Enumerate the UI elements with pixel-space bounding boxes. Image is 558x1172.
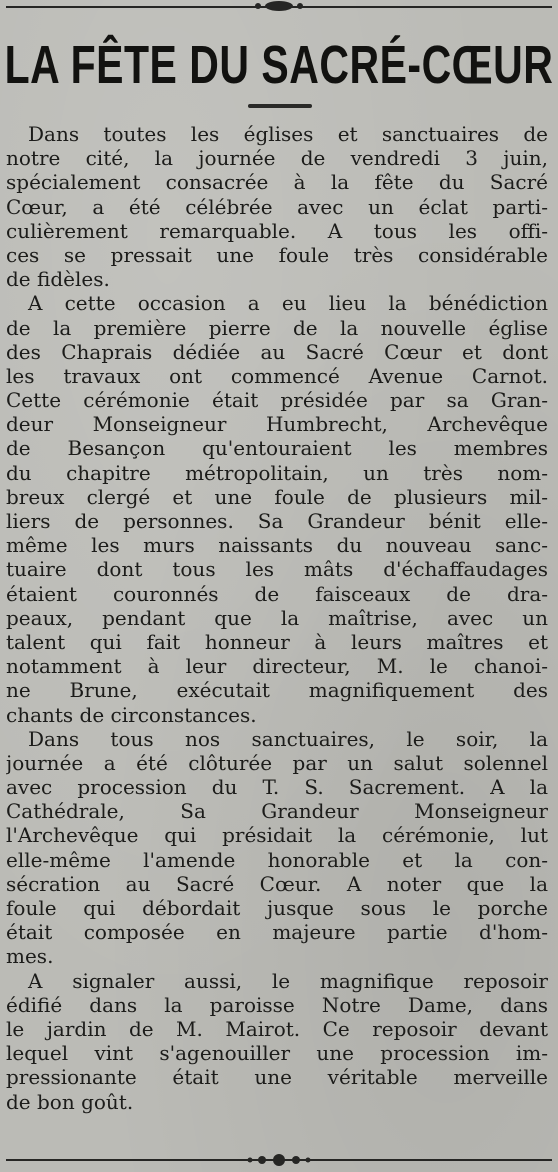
text-line: notre cité, la journée de vendredi 3 juin, — [6, 146, 548, 171]
text-line: de la première pierre de la nouvelle église — [6, 315, 548, 340]
text-line: même les murs naissants du nouveau sanc- — [6, 533, 548, 558]
text-line: Cette cérémonie était présidée par sa Gran- — [6, 388, 548, 413]
text-line: foule qui débordait jusque sous le porche — [6, 896, 548, 920]
text-line: était composée en majeure partie d'hom- — [6, 920, 548, 945]
text-line: ne Brune, exécutait magnifiquement des — [6, 678, 548, 703]
text-line: Dans toutes les églises et sanctuaires de — [28, 122, 548, 146]
text-line: pressionante était une véritable merveille — [6, 1065, 548, 1090]
article-title: LA FÊTE DU SACRÉ-CŒUR — [4, 34, 554, 95]
text-line: les travaux ont commencé Avenue Carnot. — [6, 363, 548, 388]
text-line: spécialement consacrée à la fête du Sacré — [6, 170, 548, 195]
text-line: avec procession du T. S. Sacrement. A la — [6, 775, 548, 800]
text-line: Cathédrale, Sa Grandeur Monseigneur — [6, 799, 548, 824]
title-divider — [248, 104, 312, 108]
text-line: culièrement remarquable. A tous les offi- — [6, 218, 548, 243]
text-line: édifié dans la paroisse Notre Dame, dans — [6, 992, 548, 1017]
article-paragraph — [6, 969, 548, 1114]
text-line: chants de circonstances. — [6, 702, 257, 727]
article-paragraph — [6, 122, 548, 291]
text-line: le jardin de M. Mairot. Ce reposoir devant — [6, 1016, 548, 1041]
text-line: étaient couronnés de faisceaux de dra- — [6, 581, 548, 606]
text-line: tuaire dont tous les mâts d'échaffaudages — [6, 557, 548, 582]
text-line: deur Monseigneur Humbrecht, Archevêque — [6, 412, 548, 437]
text-line: liers de personnes. Sa Grandeur bénit elle- — [6, 509, 548, 533]
text-line: de bon goût. — [6, 1089, 134, 1114]
text-line: elle-même l'amende honorable et la con- — [6, 847, 548, 872]
article-paragraph — [6, 727, 548, 969]
text-line: Cœur, a été célébrée avec un éclat parti- — [6, 194, 548, 219]
text-line: de fidèles. — [6, 267, 110, 292]
ornamental-rule-top-icon — [0, 0, 558, 16]
text-line: peaux, pendant que la maîtrise, avec un — [6, 605, 548, 630]
text-line: sécration au Sacré Cœur. A noter que la — [6, 871, 548, 896]
text-line: lequel vint s'agenouiller une procession im- — [6, 1041, 548, 1066]
text-line: breux clergé et une foule de plusieurs mil- — [6, 484, 548, 509]
text-line: talent qui fait honneur à leurs maîtres et — [6, 629, 548, 654]
text-line: A signaler aussi, le magnifique reposoir — [28, 968, 548, 993]
article-body — [6, 122, 548, 1114]
text-line: du chapitre métropolitain, un très nom- — [6, 460, 548, 485]
text-line: journée a été clôturée par un salut solennel — [6, 750, 548, 775]
article-paragraph — [6, 291, 548, 726]
text-line: A cette occasion a eu lieu la bénédiction — [28, 291, 548, 316]
text-line: ces se pressait une foule très considérable — [6, 242, 548, 267]
ornamental-rule-bottom-icon — [0, 1151, 558, 1169]
text-line: notamment à leur directeur, M. le chanoi- — [6, 654, 548, 679]
text-line: mes. — [6, 944, 54, 969]
text-line: l'Archevêque qui présidait la cérémonie, lut — [6, 823, 548, 848]
text-line: Dans tous nos sanctuaires, le soir, la — [28, 726, 548, 751]
text-line: des Chaprais dédiée au Sacré Cœur et dont — [6, 339, 548, 364]
text-line: de Besançon qu'entouraient les membres — [6, 436, 548, 461]
